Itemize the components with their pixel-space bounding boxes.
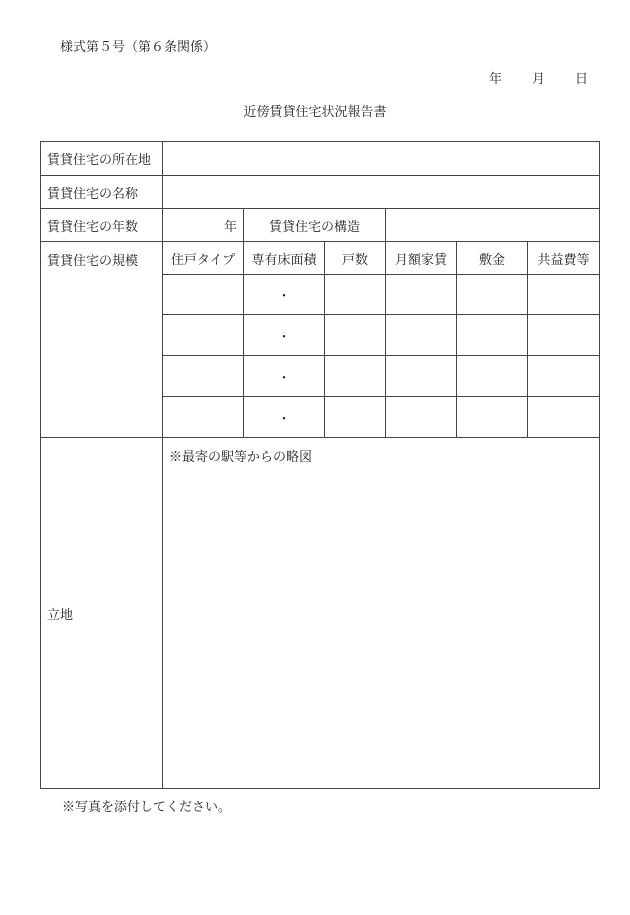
header-monthly-rent: 月額家賃 [386,242,457,275]
name-field[interactable] [163,176,600,209]
age-field[interactable] [163,209,244,242]
age-unit: 年 [223,219,237,235]
unit-type-cell[interactable] [163,397,244,438]
siting-map-area[interactable] [163,438,600,789]
report-table [40,141,600,789]
common-fees-cell[interactable] [528,356,600,397]
row-name [41,176,600,209]
date-line [489,68,588,87]
unit-count-cell[interactable] [325,397,386,438]
common-fees-cell[interactable] [528,315,600,356]
monthly-rent-cell[interactable] [386,397,457,438]
unit-count-cell[interactable] [325,315,386,356]
monthly-rent-cell[interactable] [386,356,457,397]
photo-attachment-note: ※写真を添付してください。 [62,800,232,815]
location-field[interactable] [163,142,600,176]
floor-area-cell[interactable]: ・ [244,397,325,438]
date-year: 年 [488,72,502,87]
deposit-cell[interactable] [457,275,528,315]
location-label: 賃貸住宅の所在地 [41,142,163,176]
structure-field[interactable] [386,209,600,242]
unit-type-cell[interactable] [163,315,244,356]
name-label: 賃貸住宅の名称 [41,176,163,209]
unit-type-cell[interactable] [163,275,244,315]
unit-count-cell[interactable] [325,356,386,397]
monthly-rent-cell[interactable] [386,315,457,356]
row-age [41,209,600,242]
deposit-cell[interactable] [457,397,528,438]
deposit-cell[interactable] [457,315,528,356]
floor-area-cell[interactable]: ・ [244,275,325,315]
age-label: 賃貸住宅の年数 [41,209,163,242]
floor-area-cell[interactable]: ・ [244,315,325,356]
date-month: 月 [531,72,545,87]
structure-label: 賃貸住宅の構造 [244,209,386,242]
common-fees-cell[interactable] [528,275,600,315]
header-common-fees: 共益費等 [528,242,600,275]
scale-label: 賃貸住宅の規模 [41,242,163,438]
monthly-rent-cell[interactable] [386,275,457,315]
siting-label: 立地 [41,438,163,789]
date-day: 日 [574,72,588,87]
form-number: 様式第５号（第６条関係） [60,40,217,55]
header-unit-type: 住戸タイプ [163,242,244,275]
header-unit-count: 戸数 [325,242,386,275]
common-fees-cell[interactable] [528,397,600,438]
header-deposit: 敷金 [457,242,528,275]
row-siting [41,438,600,789]
header-floor-area: 専有床面積 [244,242,325,275]
row-location [41,142,600,176]
unit-count-cell[interactable] [325,275,386,315]
floor-area-cell[interactable]: ・ [244,356,325,397]
deposit-cell[interactable] [457,356,528,397]
unit-type-cell[interactable] [163,356,244,397]
document-title: 近傍賃貸住宅状況報告書 [243,105,387,120]
row-scale-header [41,242,600,275]
siting-note: ※最寄の駅等からの略図 [169,450,313,465]
